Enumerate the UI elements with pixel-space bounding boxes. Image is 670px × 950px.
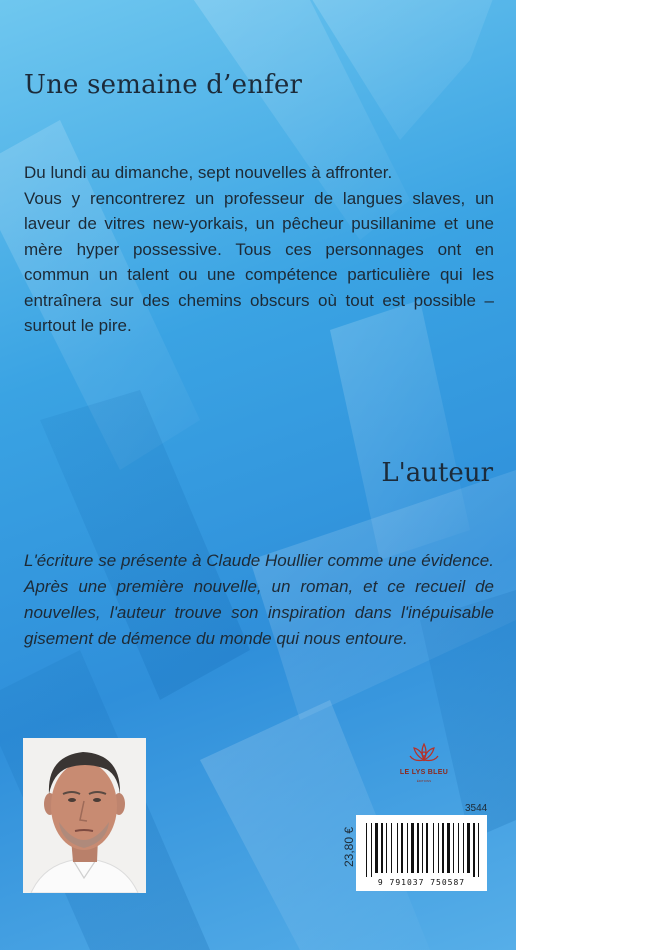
description-paragraph: Du lundi au dimanche, sept nouvelles à affronter. [24,163,393,182]
barcode-bar [391,823,392,873]
barcode-bar [375,823,378,873]
price-label: 23,80 € [342,826,356,868]
barcode-bar [453,823,454,873]
barcode [356,815,487,891]
publisher-name: LE LYS BLEU [399,769,449,776]
lotus-icon [394,740,454,770]
barcode-bar [422,823,423,873]
barcode-bar [473,823,475,877]
reference-code: 3544 [465,803,488,814]
barcode-bar [442,823,444,873]
book-description [24,160,494,339]
barcode-bar [386,823,387,873]
book-title: Une semaine d’enfer [24,70,303,100]
barcode-bar [371,823,372,877]
barcode-bar [478,823,479,877]
barcode-bar [458,823,459,873]
publisher-logo [394,740,454,790]
barcode-bar [407,823,408,873]
barcode-bar [447,823,450,873]
barcode-bar [463,823,464,873]
barcode-bar [397,823,398,873]
author-heading: L'auteur [381,458,493,488]
description-paragraph: Vous y rencontrerez un professeur de langues slaves, un laveur de vitres new-yorkais, un pêcheur pusillanime et une mère hyper possessive. Tous ces personnages ont en commun un talent ou une compétence particulière qui les entraînera sur des chemins obscurs où tout est possible – surtout le pire. [24,188,494,335]
barcode-number: 9 791037 750587 [377,878,466,887]
barcode-bar [381,823,383,873]
barcode-bars [356,815,487,877]
barcode-bar [467,823,470,873]
barcode-bar [426,823,428,873]
page-margin [516,0,670,950]
barcode-bar [401,823,403,873]
barcode-bar [411,823,414,873]
barcode-bar [438,823,439,873]
author-photo [23,738,146,893]
barcode-bar [366,823,367,877]
barcode-bar [417,823,419,873]
publisher-subtitle: ÉDITIONS [416,779,432,783]
barcode-bar [433,823,434,873]
author-bio: L'écriture se présente à Claude Houllier comme une évidence. Après une première nouvelle, un roman, et ce recueil de nouvelles, l'auteur trouve son inspiration dans l'inépuisable gisement de démence du monde qui nous entoure. [24,551,494,648]
